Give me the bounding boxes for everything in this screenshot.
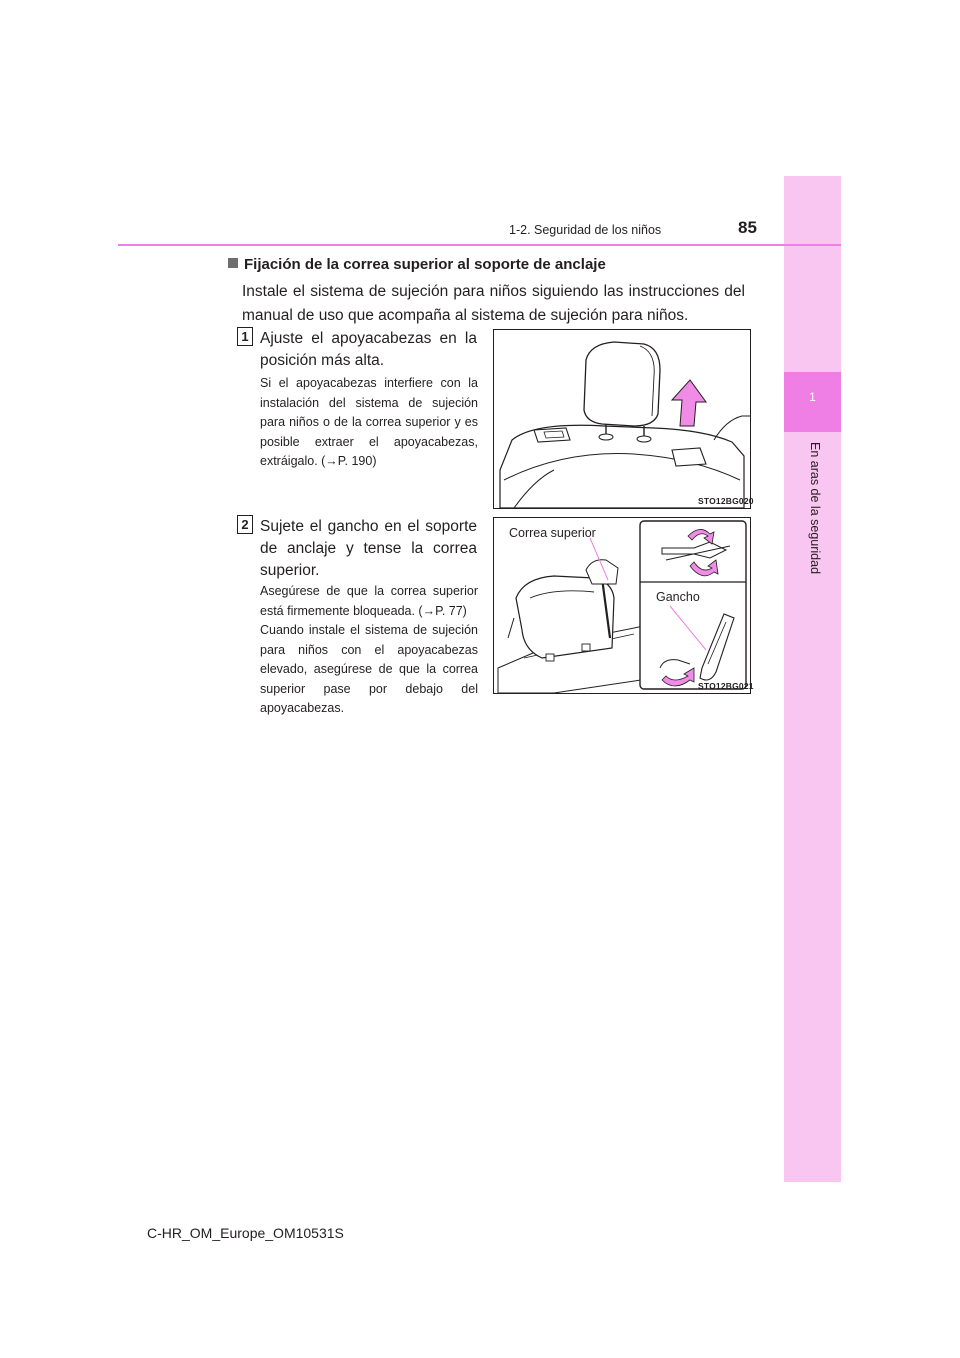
figure-1-code: STO12BG020 <box>698 496 754 506</box>
callout-hook: Gancho <box>656 590 700 604</box>
figure-headrest-raise <box>493 329 754 509</box>
side-tab-chapter-number: 1 <box>809 390 816 404</box>
step-1-text: Ajuste el apoyacabezas en la posición más alta. <box>260 330 477 369</box>
callout-top-strap: Correa superior <box>509 526 596 540</box>
page-number: 85 <box>738 218 757 237</box>
intro-paragraph: Instale el sistema de sujeción para niños siguiendo las instrucciones del manual de uso que acompaña al sistema de sujeción para niños. <box>242 283 745 324</box>
headrest-illustration <box>494 330 750 508</box>
step-badge-2: 2 <box>237 515 253 534</box>
top-strap-illustration <box>494 518 750 693</box>
figure-2-code: STO12BG021 <box>698 681 754 691</box>
step-1-note: Si el apoyacabezas interfiere con la instalación del sistema de sujeción para niños o de la correa superior y es posible extraer el apoyacabezas, extráigalo. (→P. 190) <box>260 376 478 468</box>
side-tab-chapter-label: En aras de la seguridad <box>808 442 822 575</box>
header-section-title: 1-2. Seguridad de los niños <box>509 223 662 237</box>
footer-document-code: C-HR_OM_Europe_OM10531S <box>147 1225 344 1241</box>
step-2-text: Sujete el gancho en el soporte de anclaje y tense la correa superior. <box>260 518 477 579</box>
figure-top-strap-hook <box>493 517 754 694</box>
step-badge-1: 1 <box>237 327 253 346</box>
side-tab <box>784 176 841 1182</box>
step-2-note: Asegúrese de que la correa superior está firmemente bloqueada. (→P. 77) Cuando instale el sistema de sujeción para niños con el apoyacabezas elevado, asegúrese de que la correa superior pase por debajo del apoyacabezas. <box>260 584 478 715</box>
section-heading <box>228 256 606 273</box>
section-heading-text: Fijación de la correa superior al soporte de anclaje <box>244 256 606 273</box>
bullet-square-icon <box>228 258 238 268</box>
header-rule <box>118 244 841 246</box>
